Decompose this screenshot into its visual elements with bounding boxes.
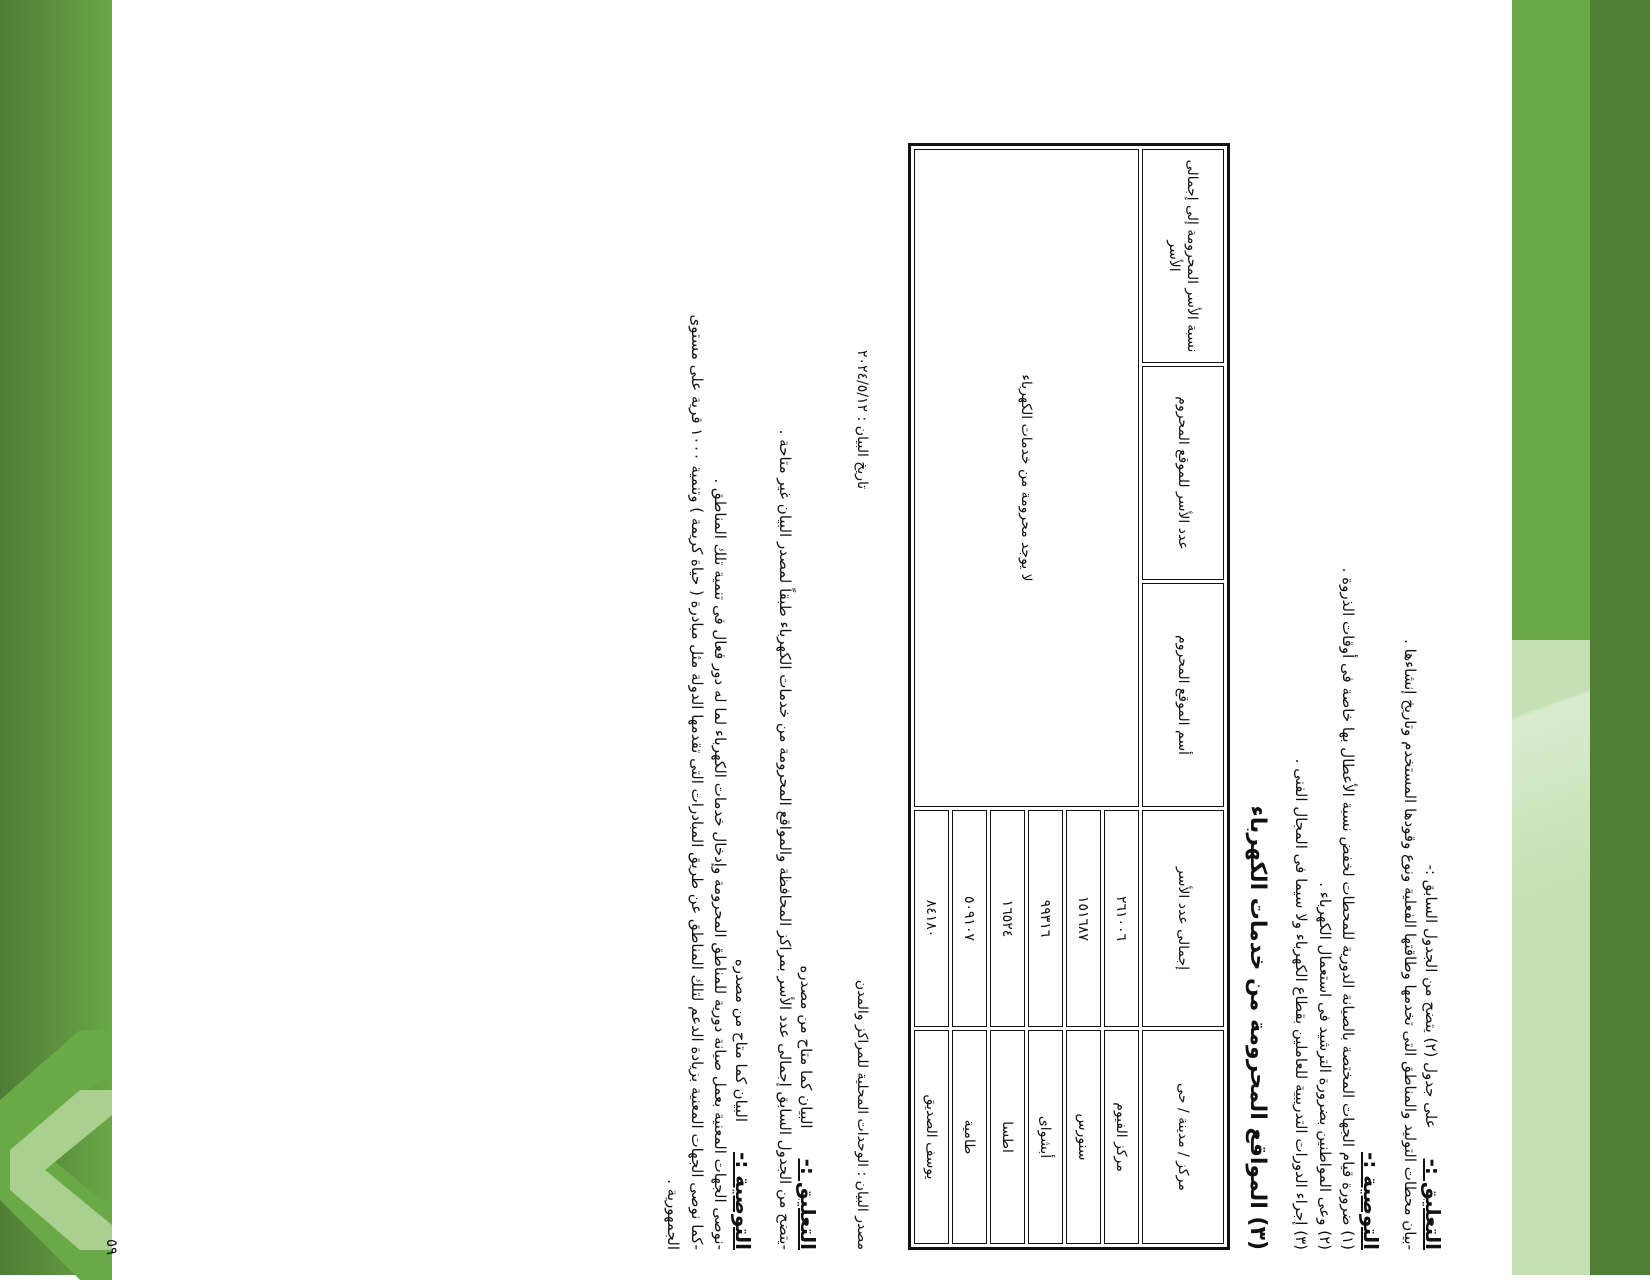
right-border-band <box>1590 0 1650 1275</box>
cell-total: ٢٦١٠٠٦ <box>1104 810 1139 1027</box>
table-source: مصدر البيان : الوحدات المحلية للمراكز والمدن <box>854 979 870 1250</box>
comment-heading: التعليق :- <box>1421 1158 1445 1250</box>
recommendation-heading: التوصية :- <box>731 1152 755 1250</box>
page-number: ٥٩ <box>103 1238 121 1256</box>
table-header-row <box>1142 149 1224 1244</box>
comment-note: البيان كما متاح من مصدره <box>797 965 815 1129</box>
header-ratio: نسبة الأسر المحرومة إلى إجمالى الأسر <box>1142 149 1224 363</box>
recommendation-line: (٣) إجراء الدورات التدريبية للعاملين بقطاع الكهرباء ولا سيما فى المجال الفنى . <box>1292 758 1311 1250</box>
header-center: مركز / مدينة / حى <box>1142 1030 1224 1244</box>
recommendation-line: (١) ضرورة قيام الجهات المختصة بالصيانة الدورية للمحطات لخفض نسبة الأعطال بها خاصة فى أوقات الذروة . <box>1339 567 1357 1250</box>
cell-center: سنورس <box>1066 1030 1101 1244</box>
recommendation-line: (٢) وعى المواطنين بضرورة الترشيد فى استعمال الكهرباء . <box>1315 882 1334 1250</box>
header-site-families: عدد الأسر للموقع المحروم <box>1142 366 1224 580</box>
recommendation-line: الجمهورية . <box>664 1179 683 1250</box>
comment-heading: التعليق :- <box>796 1158 820 1250</box>
cell-center: مركز الفيوم <box>1104 1030 1139 1244</box>
deprived-sites-table <box>908 143 1230 1250</box>
recommendation-line: -نوصى الجهات المعنية بعمل صيانة دورية للمناطق المحرومة وإدخال خدمات الكهرباء لما له دور فعال فى تنمية تلك المناطق . <box>711 478 729 1250</box>
cell-total: ١٦٥٢٤ <box>990 810 1025 1027</box>
cell-center: اطسا <box>990 1030 1025 1244</box>
cell-total: ١٥١٦٨٧ <box>1066 810 1101 1027</box>
recommendation-note: البيان كما متاح من مصدره <box>732 958 750 1123</box>
header-site-name: أسم الموقع المحروم <box>1142 583 1224 807</box>
cell-center: طامية <box>952 1030 987 1244</box>
page-content <box>445 15 1445 1250</box>
table-date: تاريخ البيان : ٢٠٢٤/٥/١٢ <box>854 350 870 490</box>
right-band-shade <box>1512 0 1590 1275</box>
comment-section-1 <box>1398 15 1445 1250</box>
cell-center: أبشواى <box>1028 1030 1063 1244</box>
chevron-logo-icon <box>0 1030 112 1280</box>
table-row <box>1104 149 1139 1244</box>
comment-intro: على جدول (٢) يتضح من الجدول السابق :- <box>1422 864 1440 1129</box>
comment-line: -يتضح من الجدول السابق إجمالى عدد الأسر بمراكز المحافظة والمواقع المحرومة من خدمات الكهرباء طبقاً لمصدر البيان غير متاحة . <box>776 429 794 1250</box>
table-notes <box>854 250 870 1250</box>
comment-line: -بيان محطات التوليد والمناطق التى تخدمها وطاقتها الفعلية ونوع وقودها المستخدم وتاريخ إنشاءها . <box>1401 639 1419 1250</box>
comment-section-2 <box>773 15 820 1250</box>
table-title: (٣) المواقع المحرومة من خدمات الكهرباء <box>1245 805 1270 1250</box>
recommendation-heading: التوصية :- <box>1359 1152 1383 1250</box>
cell-total: ٩٩٣١٦ <box>1028 810 1063 1027</box>
table-title-block <box>1245 15 1270 1250</box>
recommendation-section-1 <box>1289 15 1383 1250</box>
cell-center: يوسف الصديق <box>914 1030 949 1244</box>
recommendation-line: -كما نوصى الجهات المعنية بزيادة الدعم لتلك المناطق عن طريق المبادرات التى تقدمها الدولة مثل مبادرة ( حياة كريمة ) وتنمية ١٠٠٠ قرية على مستوى <box>687 314 706 1250</box>
recommendation-section-2 <box>661 15 755 1250</box>
cell-total: ٥٠٩١٠٧ <box>952 810 987 1027</box>
header-total-families: إجمالى عدد الأسر <box>1142 810 1224 1027</box>
cell-total: ٨٤١٨٠ <box>914 810 949 1027</box>
empty-message: لا يوجد محرومة من خدمات الكهرباء <box>914 149 1139 807</box>
